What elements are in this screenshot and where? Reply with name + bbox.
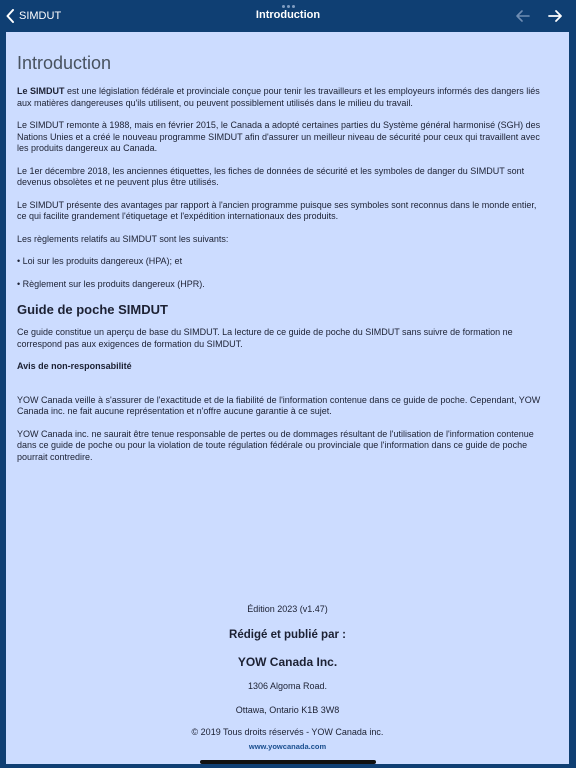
article [17,53,547,474]
back-button-label: SIMDUT [19,10,62,22]
arrow-left-icon[interactable] [514,7,532,25]
paragraph-regulations: Les règlements relatifs au SIMDUT sont les suivants: [17,233,229,244]
copyright-text: © 2019 Tous droits réservés - YOW Canada inc. [191,727,384,737]
page-title: Introduction [255,9,321,21]
home-indicator[interactable] [200,760,376,764]
section-heading-guide: Guide de poche SIMDUT [17,302,168,317]
article-heading: Introduction [17,53,112,73]
intro-bold-term: Le SIMDUT [17,86,65,96]
website-link[interactable]: www.yowcanada.com [248,742,327,751]
edition-text: Édition 2023 (v1.47) [247,604,328,614]
content-panel [6,32,569,764]
arrow-right-icon[interactable] [546,7,564,25]
paragraph-disclaimer-2: YOW Canada inc. ne saurait être tenue responsable de pertes ou de dommages résultant de l'utilisation de l'information contenue dans ce guide de poche ou pour la violation de toute régulation fédérale ou provinciale que l'information dans ce guide de poche pourrait contredire. [17,428,534,462]
paragraph-history: Le SIMDUT remonte à 1988, mais en février 2015, le Canada a adopté certaines parties du Système général harmonisé (SGH) des Nations Unies et a créé le nouveau programme SIMDUT afin d'assurer un meilleur niveau de sécurité pour ceux qui travaillent avec les produits dangereux au Canada. [17,120,541,153]
ellipsis-icon[interactable] [282,5,296,8]
published-by-label: Rédigé et publié par : [229,629,346,641]
address-line-1: 1306 Algoma Road. [247,681,328,691]
disclaimer-heading: Avis de non-responsabilité [17,361,132,371]
intro-text: est une législation fédérale et provinciale conçue pour tenir les travailleurs et les employeurs informés des dangers liés aux matières dangereuses qu'ils utilisent, ou peuvent possiblement utilisés dans le milieu du travail. [17,86,540,108]
address-line-2: Ottawa, Ontario K1B 3W8 [235,705,340,715]
bullet-hpr: • Règlement sur les produits dangereux (HPR). [17,278,205,289]
company-name: YOW Canada Inc. [237,655,338,669]
paragraph-obsolete: Le 1er décembre 2018, les anciennes étiquettes, les fiches de données de sécurité et les symboles de danger du SIMDUT sont devenus obsolètes et ne peuvent plus être utilisés. [17,165,525,187]
bullet-hpa: • Loi sur les produits dangereux (HPA); et [17,256,183,266]
navigation-bar [0,0,576,32]
paragraph-advantages: Le SIMDUT présente des avantages par rapport à l'ancien programme puisque ses symboles sont reconnus dans le monde entier, ce qui facilite grandement l'étiquetage et l'expédition internationaux des produits. [17,199,537,221]
paragraph-guide: Ce guide constitue un aperçu de base du SIMDUT. La lecture de ce guide de poche du SIMDUT sans suivre de formation ne correspond pas aux exigences de formation du SIMDUT. [17,327,513,349]
paragraph-intro [17,86,547,109]
paragraph-disclaimer-1: YOW Canada veille à s'assurer de l'exactitude et de la fiabilité de l'information contenue dans ce guide de poche. Cependant, YOW Canada inc. ne fait aucune représentation et n'offre aucune garantie à ce sujet. [17,394,541,416]
